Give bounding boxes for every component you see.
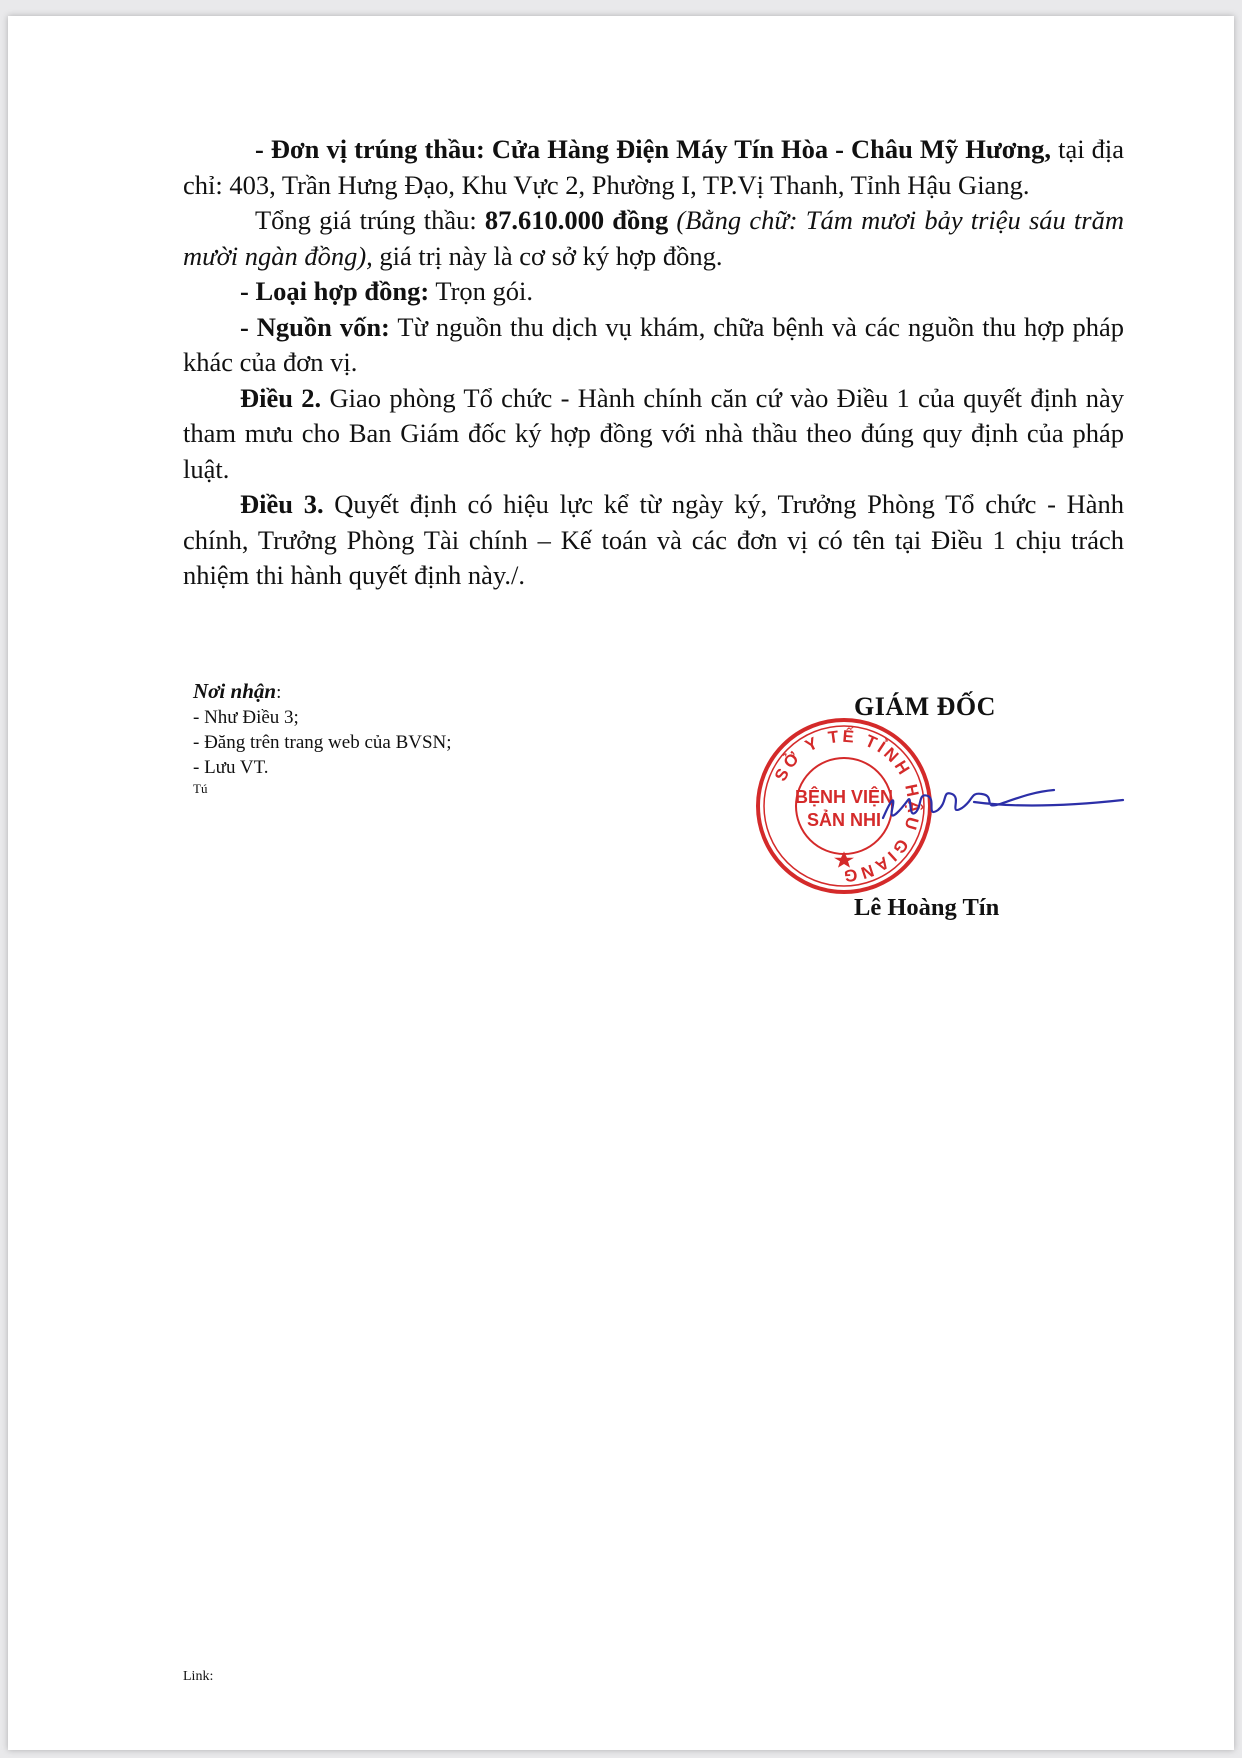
total-price-in-words: (Bằng chữ: Tám mươi bảy triệu sáu trăm mười ngàn đồng), <box>183 205 1124 271</box>
article-3-label: Điều 3. <box>240 489 324 519</box>
article-2-paragraph <box>183 381 1124 488</box>
recipients-heading: Nơi nhận <box>193 679 277 703</box>
recipient-item: - Như Điều 3; <box>193 707 299 728</box>
funding-source-value: Từ nguồn thu dịch vụ khám, chữa bệnh và các nguồn thu hợp pháp khác của đơn vị. <box>183 311 1124 377</box>
article-2-label: Điều 2. <box>240 382 322 413</box>
recipients-block <box>193 679 452 798</box>
document-page <box>8 16 1234 1750</box>
contract-type-label: - Loại hợp đồng: <box>240 276 430 306</box>
director-title: GIÁM ĐỐC <box>854 692 996 721</box>
total-price-label: Tổng giá trúng thầu: <box>255 205 485 235</box>
article-2-text: Giao phòng Tổ chức - Hành chính căn cứ vào Điều 1 của quyết định này tham mưu cho Ban Giám đốc ký hợp đồng với nhà thầu theo đúng quy định của pháp luật. <box>183 382 1125 484</box>
contract-type-value: Trọn gói. <box>429 276 534 306</box>
drafter-initials: Tú <box>193 781 208 796</box>
winning-bidder-label: - Đơn vị trúng thầu: Cửa Hàng Điện Máy Tín Hòa - Châu Mỹ Hương, <box>255 134 1052 164</box>
recipient-item: - Lưu VT. <box>193 757 269 778</box>
director-name: Lê Hoàng Tín <box>854 894 1000 921</box>
total-price-value: 87.610.000 đồng <box>484 205 669 235</box>
handwritten-signature <box>878 762 1128 842</box>
article-3-paragraph <box>183 487 1124 594</box>
stamp-outer-text: SỞ Y TẾ TỈNH HẬU GIANG <box>770 726 924 886</box>
recipient-item: - Đăng trên trang web của BVSN; <box>193 732 452 753</box>
article-3-text: Quyết định có hiệu lực kể từ ngày ký, Trưởng Phòng Tổ chức - Hành chính, Trưởng Phòng Tài chính – Kế toán và các đơn vị có tên tại Điều 1 chịu trách nhiệm thi hành quyết định này./. <box>183 489 1124 590</box>
winning-bidder-paragraph <box>183 132 1124 203</box>
funding-source-label: - Nguồn vốn: <box>240 311 390 342</box>
stamp-line-1: BỆNH VIỆN <box>794 787 894 807</box>
recipients-heading-line <box>193 679 452 705</box>
recipients-colon: : <box>276 682 282 703</box>
total-price-paragraph <box>183 203 1124 274</box>
total-price-note: giá trị này là cơ sở ký hợp đồng. <box>372 240 723 271</box>
footer-link-label: Link: <box>183 1669 214 1684</box>
stamp-line-2: SẢN NHI <box>806 810 882 830</box>
contract-type-paragraph <box>183 274 1124 310</box>
funding-source-paragraph <box>183 310 1124 381</box>
winning-bidder-address: tại địa chỉ: 403, Trần Hưng Đạo, Khu Vực 2, Phường I, TP.Vị Thanh, Tỉnh Hậu Giang. <box>183 134 1124 200</box>
decision-body <box>183 132 1124 594</box>
